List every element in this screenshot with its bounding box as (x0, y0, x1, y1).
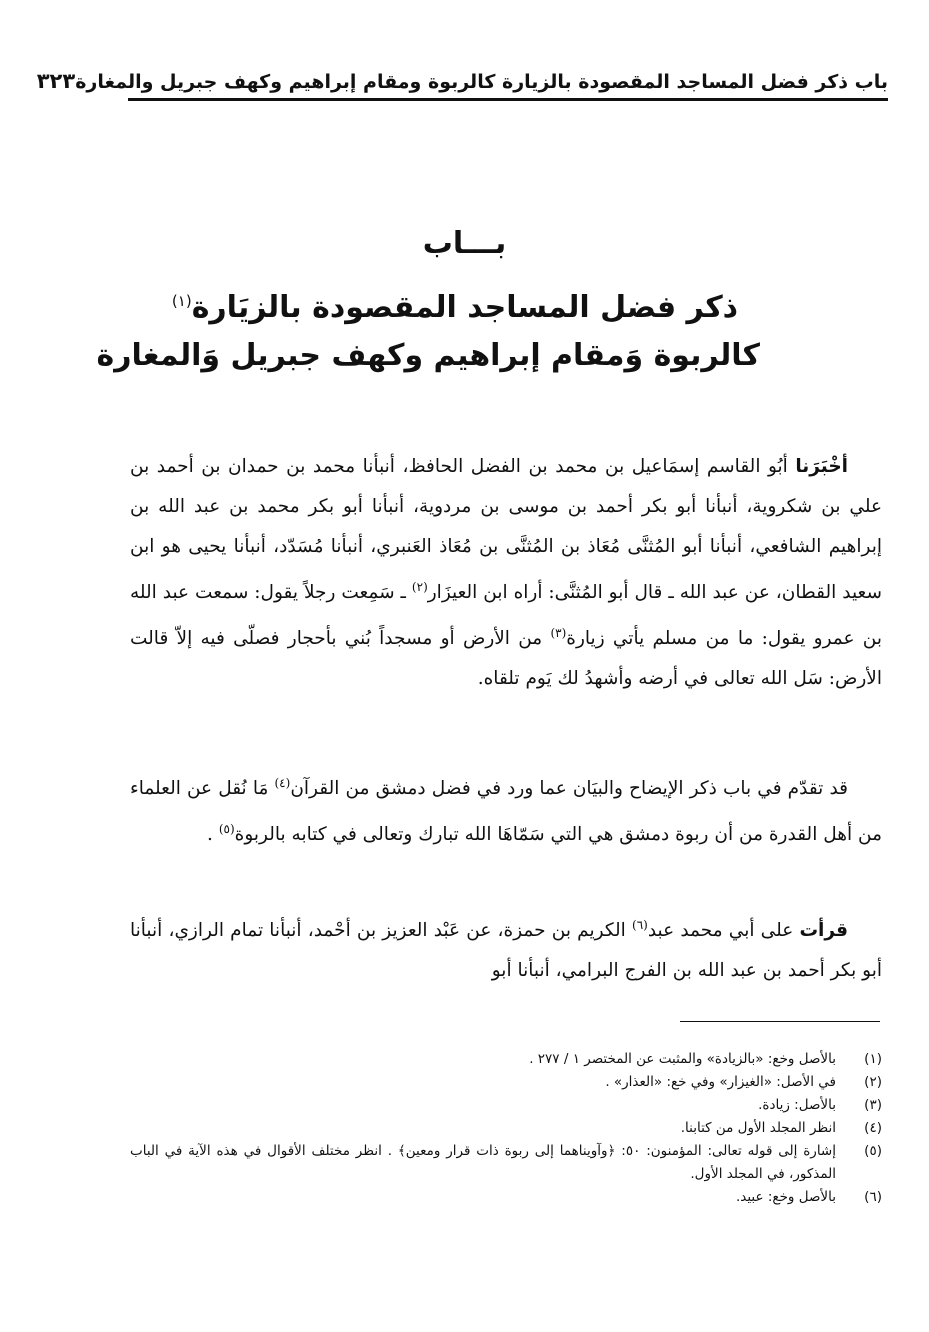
chapter-title-line1 (150, 290, 760, 325)
footnote-ref-5: (٥) (218, 822, 235, 837)
paragraph-3 (130, 905, 882, 991)
footnote-number: (١) (864, 1051, 882, 1067)
chapter-word: بـــاب (422, 226, 507, 261)
paragraph-2-text-b: مَا نُقل عن العلماء من أهل القدرة من أن ربوة دمشق هي التي سَمّاهَا الله تبارك وتعالى في كتابه بالربوة (130, 778, 882, 846)
footnote (130, 1048, 882, 1071)
paragraph-2-text-a: قد تقدّم في باب ذكر الإيضاح والبيَان عما ورد في فضل دمشق من القرآن (290, 778, 848, 800)
paragraph-1 (130, 447, 882, 699)
footnote-text: بالأصل وخع: عبيد. (735, 1189, 836, 1205)
chapter-title-line1-text: ذكر فضل المساجد المقصودة بالزيَارة (191, 290, 739, 325)
footnote (130, 1117, 882, 1140)
paragraph-2 (130, 763, 882, 855)
paragraph-3-text-a: على أبي محمد عبد (647, 920, 800, 942)
footnote (130, 1186, 882, 1209)
chapter-title-line2: كالربوة وَمقام إبراهيم وكهف جبريل وَالمغارة (96, 338, 760, 373)
footnote-number: (٢) (864, 1074, 882, 1090)
running-head-title: باب ذكر فضل المساجد المقصودة بالزيارة كالربوة ومقام إبراهيم وكهف جبريل والمغارة (75, 71, 888, 93)
footnote (130, 1071, 882, 1094)
footnote-number: (٦) (864, 1189, 882, 1205)
footnote-number: (٣) (864, 1097, 882, 1113)
footnote-number: (٥) (864, 1143, 882, 1159)
footnote-text: في الأصل: «الغيزار» وفي خع: «العذار» . (605, 1074, 836, 1090)
page-number: ٣٢٣ (36, 69, 76, 93)
footnote-ref-3: (٣) (550, 626, 567, 641)
footnote-text: بالأصل: زيادة. (758, 1097, 836, 1113)
paragraph-3-lead: قرأت (799, 920, 848, 942)
footnotes (130, 1048, 882, 1209)
paragraph-1-text-c: من الأرض أو مسجداً بُني بأحجار فصلّى فيه إلاّ قالت الأرض: سَل الله تعالى في أرضه وأشهدُ لك يَوم تلقاه. (130, 628, 882, 690)
paragraph-1-lead: أخْبَرَنا (795, 456, 848, 477)
footnote-number: (٤) (864, 1120, 882, 1136)
footnote-ref-2: (٢) (411, 580, 428, 594)
footnote-text: إشارة إلى قوله تعالى: المؤمنون: ٥٠: ﴿وآويناهما إلى ربوة ذات قرار ومعين﴾ . انظر مختلف الأقوال في هذه الآية في الباب المذكور، في المجلد الأول. (130, 1143, 836, 1182)
footnote-ref-4: (٤) (274, 776, 291, 790)
footnote (130, 1094, 882, 1117)
footnote-ref-6: (٦) (632, 918, 648, 932)
footnote-divider (680, 1021, 880, 1022)
footnote-text: انظر المجلد الأول من كتابنا. (680, 1120, 836, 1136)
running-head (36, 58, 888, 101)
paragraph-2-text-c: . (207, 824, 219, 846)
paragraph-1-text-b: ـ سَمِعت رجلاً يقول: سمعت عبد الله بن عمرو يقول: ما من مسلم يأتي زيارة (130, 582, 882, 650)
paragraph-1-text-a: أبُو القاسم إسمَاعيل بن محمد بن الفضل الحافظ، أنبأنا محمد بن حمدان بن أحمد بن علي بن شكروية، أنبأنا أبو بكر أحمد بن موسى بن مردوية، أنبأنا أبو بكر محمد بن عبد الله بن إبراهيم الشافعي، أنبأنا أبو المُثنَّى مُعَاذ بن المُثنَّى بن مُعَاذ العَنبري، أنبأنا مُسَدّد، أنبأنا يحيى هو ابن سعيد القطان، عن عبد الله ـ قال أبو المُثنَّى: أراه ابن العيزَار (130, 456, 882, 604)
paragraph-3-text-b: الكريم بن حمزة، عن عَبْد العزيز بن أحْمد، أنبأنا تمام الرازي، أنبأنا أبو بكر أحمد بن عبد الله بن الفرج البرامي، أنبأنا أبو (130, 920, 882, 982)
footnote-text: بالأصل وخع: «بالزيادة» والمثبت عن المختصر ١ / ٢٧٧ . (529, 1051, 836, 1067)
chapter-title-note-ref: (١) (171, 292, 192, 310)
footnote (130, 1140, 882, 1186)
